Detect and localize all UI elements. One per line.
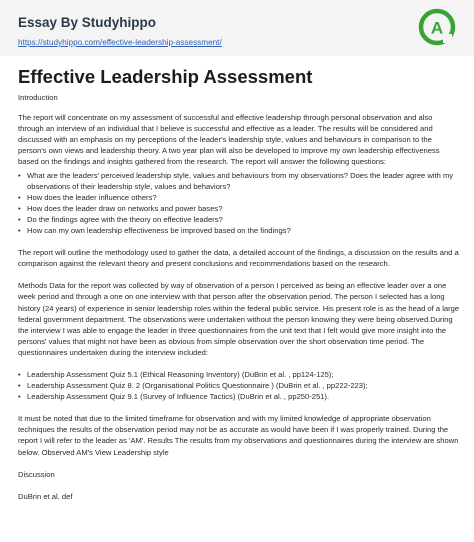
reference-text: DuBrin et al. def	[18, 491, 73, 501]
site-title[interactable]: Essay By Studyhippo	[18, 15, 157, 30]
questions-list	[18, 170, 460, 237]
list-item: • Leadership Assessment Quiz 9.1 (Survey of Influence Tactics) (DuBrin et al. , pp250-251).	[18, 391, 460, 402]
methods-paragraph: Methods Data for the report was collected by way of observation of a person I perceived as being an effective leader over a one week period and through a one on one interview with that person after the observation period. The person I selected has a long history (24 years) of experience in senior leadership roles within the federal public service. His present role is as the head of a large federal government department. The observations were undertaken without the person knowing they were being observed.During the interview I was able to engage the leader in three questionnaires from the unit text that I felt would give more insight into the persons' values that might not have been as obvious from simple observation over the short observation time period. The questionnaires undertaken during the interview included:	[18, 281, 460, 357]
list-item: • Leadership Assessment Quiz 5.1 (Ethical Reasoning Inventory) (DuBrin et al. , pp124-125);	[18, 369, 460, 380]
site-header	[0, 0, 474, 56]
list-item: • How does the leader influence others?	[18, 192, 460, 203]
introduction-heading: Introduction	[18, 93, 58, 102]
page-title: Effective Leadership Assessment	[18, 66, 313, 87]
list-item: • How can my own leadership effectiveness be improved based on the findings?	[18, 225, 460, 236]
list-item: • Leadership Assessment Quiz 8. 2 (Organisational Politics Questionnaire ) (DuBrin et al. , pp222-223);	[18, 380, 460, 391]
list-item: • How does the leader draw on networks and power bases?	[18, 203, 460, 214]
intro-paragraph: The report will concentrate on my assessment of successful and effective leadership through personal observation and also through an interview of an individual that I believe is successful and effective as a leader. The results will be considered and discussed with an emphasis on my perceptions of the leader's leadership style, values and behaviours in comparison to the person's own views and leadership theory. A two year plan will also be developed to improve my own leadership effectiveness based on the findings and insights gathered from the research. The report will answer the following questions:	[18, 113, 440, 167]
quiz-list	[18, 369, 460, 402]
results-paragraph: It must be noted that due to the limited timeframe for observation and with my limited knowledge of appropriate observation techniques the results of the observation period may not be as accurate as would have been if I was properly trained. During the report I will refer to the leader as 'AM'. Results The results from my observations and questionnaires during the interview are shown below. Observed AM's View Leadership style	[18, 414, 459, 457]
page-url-link[interactable]: https://studyhippo.com/effective-leadership-assessment/	[18, 38, 222, 47]
list-item: • Do the findings agree with the theory on effective leaders?	[18, 214, 460, 225]
logo-letter: A	[430, 18, 444, 38]
discussion-heading: Discussion	[18, 469, 55, 479]
essay-content	[18, 92, 460, 513]
studyhippo-logo-icon[interactable]	[418, 8, 456, 46]
methodology-paragraph: The report will outline the methodology used to gather the data, a detailed account of the findings, a discussion on the results and a comparison against the relevant theory and present conclusions and recommendations based on the research.	[18, 248, 459, 269]
list-item: • What are the leaders' perceived leadership style, values and behaviours from my observations? Does the leader agree with my observations of their leadership style, values and behaviors?	[18, 170, 460, 192]
